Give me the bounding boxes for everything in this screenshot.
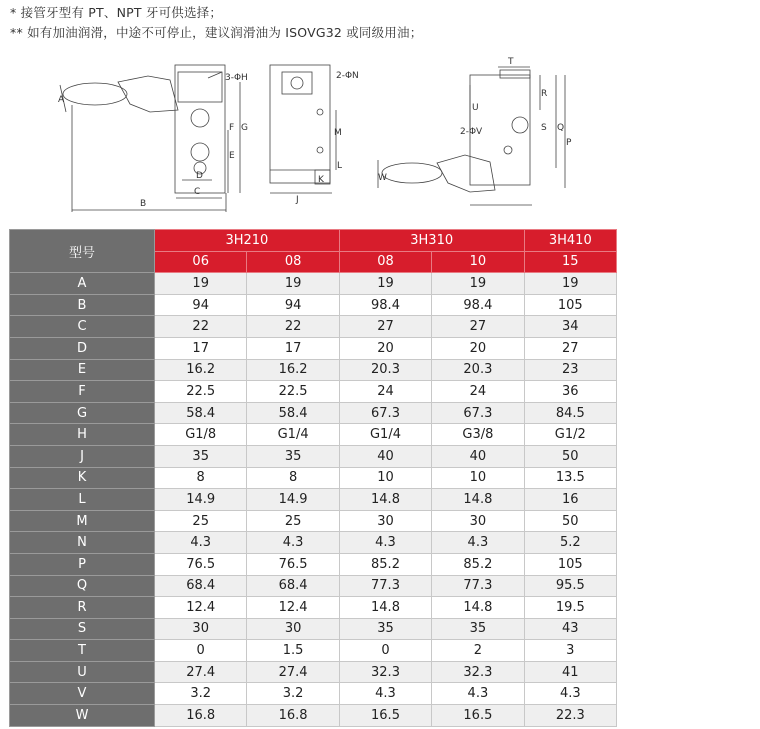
table-row xyxy=(10,359,617,381)
row-label: V xyxy=(10,683,155,705)
table-row xyxy=(10,337,617,359)
table-row xyxy=(10,510,617,532)
table-cell: 94 xyxy=(247,294,339,316)
table-cell: 3 xyxy=(524,640,616,662)
table-cell: 58.4 xyxy=(247,402,339,424)
table-row xyxy=(10,445,617,467)
dimension-drawing xyxy=(0,50,760,215)
dim-label-m: M xyxy=(334,128,342,138)
table-cell: 20.3 xyxy=(339,359,431,381)
table-cell: 25 xyxy=(155,510,247,532)
table-cell: 36 xyxy=(524,381,616,403)
table-cell: 98.4 xyxy=(432,294,524,316)
table-cell: 4.3 xyxy=(432,683,524,705)
row-label: F xyxy=(10,381,155,403)
table-cell: G1/2 xyxy=(524,424,616,446)
table-cell: 13.5 xyxy=(524,467,616,489)
table-cell: 20 xyxy=(339,337,431,359)
table-cell: 19 xyxy=(339,273,431,295)
table-cell: 105 xyxy=(524,553,616,575)
table-cell: 19.5 xyxy=(524,597,616,619)
table-cell: 3.2 xyxy=(155,683,247,705)
table-cell: 4.3 xyxy=(339,532,431,554)
table-cell: 4.3 xyxy=(524,683,616,705)
table-cell: 94 xyxy=(155,294,247,316)
table-cell: 17 xyxy=(247,337,339,359)
table-cell: 4.3 xyxy=(247,532,339,554)
table-cell: 85.2 xyxy=(339,553,431,575)
table-cell: 27 xyxy=(524,337,616,359)
table-cell: 3.2 xyxy=(247,683,339,705)
table-cell: 68.4 xyxy=(155,575,247,597)
spec-table xyxy=(9,229,617,727)
table-cell: 14.8 xyxy=(339,489,431,511)
table-cell: 105 xyxy=(524,294,616,316)
table-cell: 16 xyxy=(524,489,616,511)
dim-label-2-n: 2-ΦN xyxy=(336,71,359,81)
table-cell: G1/8 xyxy=(155,424,247,446)
size-header: 08 xyxy=(247,251,339,273)
table-cell: 76.5 xyxy=(247,553,339,575)
table-cell: 1.5 xyxy=(247,640,339,662)
table-cell: 30 xyxy=(432,510,524,532)
table-cell: 10 xyxy=(339,467,431,489)
table-cell: 41 xyxy=(524,661,616,683)
row-label: K xyxy=(10,467,155,489)
table-cell: 16.8 xyxy=(155,705,247,727)
table-cell: 19 xyxy=(247,273,339,295)
table-cell: 22.5 xyxy=(155,381,247,403)
table-cell: 16.8 xyxy=(247,705,339,727)
row-label: H xyxy=(10,424,155,446)
size-header: 15 xyxy=(524,251,616,273)
note-thread-types: * 接管牙型有 PT、NPT 牙可供选择； xyxy=(10,5,223,20)
table-cell: G3/8 xyxy=(432,424,524,446)
table-cell: 17 xyxy=(155,337,247,359)
table-cell: 25 xyxy=(247,510,339,532)
table-row xyxy=(10,273,617,295)
model-header: 型号 xyxy=(10,230,155,273)
dim-label-3-h: 3-ΦH xyxy=(225,73,248,83)
table-cell: 4.3 xyxy=(432,532,524,554)
dim-label-a: A xyxy=(58,95,65,105)
table-cell: G1/4 xyxy=(339,424,431,446)
table-cell: 85.2 xyxy=(432,553,524,575)
table-cell: 19 xyxy=(432,273,524,295)
table-cell: 8 xyxy=(247,467,339,489)
table-cell: 50 xyxy=(524,445,616,467)
table-cell: 67.3 xyxy=(432,402,524,424)
table-cell: 22 xyxy=(155,316,247,338)
table-cell: 12.4 xyxy=(155,597,247,619)
table-cell: 23 xyxy=(524,359,616,381)
table-cell: 2 xyxy=(432,640,524,662)
table-cell: 50 xyxy=(524,510,616,532)
model-3h310: 3H310 xyxy=(339,230,524,252)
table-cell: 30 xyxy=(339,510,431,532)
table-cell: 24 xyxy=(432,381,524,403)
valve-dimension-diagram xyxy=(0,50,760,215)
row-label: D xyxy=(10,337,155,359)
table-cell: 84.5 xyxy=(524,402,616,424)
table-cell: 27.4 xyxy=(247,661,339,683)
table-cell: 20.3 xyxy=(432,359,524,381)
row-label: G xyxy=(10,402,155,424)
row-label: C xyxy=(10,316,155,338)
row-label: U xyxy=(10,661,155,683)
table-cell: 19 xyxy=(524,273,616,295)
table-cell: 4.3 xyxy=(155,532,247,554)
table-cell: 14.9 xyxy=(247,489,339,511)
table-row xyxy=(10,489,617,511)
row-label: L xyxy=(10,489,155,511)
table-cell: 40 xyxy=(339,445,431,467)
dim-label-q: Q xyxy=(557,123,565,133)
table-cell: 12.4 xyxy=(247,597,339,619)
table-cell: 20 xyxy=(432,337,524,359)
table-cell: G1/4 xyxy=(247,424,339,446)
table-cell: 76.5 xyxy=(155,553,247,575)
table-row xyxy=(10,661,617,683)
table-row xyxy=(10,532,617,554)
table-row xyxy=(10,553,617,575)
table-cell: 16.2 xyxy=(155,359,247,381)
row-label: T xyxy=(10,640,155,662)
table-cell: 27 xyxy=(339,316,431,338)
row-label: E xyxy=(10,359,155,381)
table-cell: 8 xyxy=(155,467,247,489)
table-cell: 43 xyxy=(524,618,616,640)
table-row xyxy=(10,294,617,316)
row-label: Q xyxy=(10,575,155,597)
row-label: M xyxy=(10,510,155,532)
table-cell: 35 xyxy=(432,618,524,640)
dim-label-r: R xyxy=(541,89,548,99)
table-cell: 35 xyxy=(339,618,431,640)
table-row xyxy=(10,683,617,705)
dim-label-e: E xyxy=(229,151,235,161)
valve-body-view2 xyxy=(270,65,330,183)
dim-label-p: P xyxy=(566,138,572,148)
table-cell: 30 xyxy=(155,618,247,640)
dim-label-f: F xyxy=(229,123,235,133)
table-cell: 32.3 xyxy=(339,661,431,683)
dim-label-u: U xyxy=(472,103,479,113)
dim-label-t: T xyxy=(508,57,514,67)
row-label: B xyxy=(10,294,155,316)
table-cell: 35 xyxy=(155,445,247,467)
row-label: P xyxy=(10,553,155,575)
lever-handle-view1 xyxy=(63,83,127,105)
table-cell: 34 xyxy=(524,316,616,338)
row-label: N xyxy=(10,532,155,554)
table-row xyxy=(10,402,617,424)
table-row xyxy=(10,467,617,489)
row-label: A xyxy=(10,273,155,295)
lever-handle-view3 xyxy=(382,163,442,183)
dim-label-b: B xyxy=(140,199,147,209)
size-header: 06 xyxy=(155,251,247,273)
table-cell: 10 xyxy=(432,467,524,489)
table-cell: 40 xyxy=(432,445,524,467)
row-label: J xyxy=(10,445,155,467)
table-cell: 77.3 xyxy=(432,575,524,597)
table-cell: 16.2 xyxy=(247,359,339,381)
table-row xyxy=(10,618,617,640)
size-header: 08 xyxy=(339,251,431,273)
table-cell: 14.8 xyxy=(432,489,524,511)
table-cell: 22 xyxy=(247,316,339,338)
dim-label-j: J xyxy=(296,195,299,205)
table-cell: 19 xyxy=(155,273,247,295)
table-cell: 14.8 xyxy=(432,597,524,619)
table-cell: 27 xyxy=(432,316,524,338)
table-cell: 58.4 xyxy=(155,402,247,424)
table-cell: 14.8 xyxy=(339,597,431,619)
dim-label-l: L xyxy=(337,161,343,171)
table-cell: 30 xyxy=(247,618,339,640)
table-cell: 0 xyxy=(155,640,247,662)
row-label: S xyxy=(10,618,155,640)
row-label: R xyxy=(10,597,155,619)
table-row xyxy=(10,316,617,338)
table-cell: 16.5 xyxy=(432,705,524,727)
table-cell: 67.3 xyxy=(339,402,431,424)
row-label: W xyxy=(10,705,155,727)
table-cell: 95.5 xyxy=(524,575,616,597)
dim-label-c: C xyxy=(194,187,201,197)
table-cell: 4.3 xyxy=(339,683,431,705)
dim-label-d: D xyxy=(196,171,203,181)
port-circle-view1 xyxy=(191,109,209,127)
table-row xyxy=(10,640,617,662)
table-cell: 98.4 xyxy=(339,294,431,316)
table-cell: 32.3 xyxy=(432,661,524,683)
table-row xyxy=(10,705,617,727)
table-cell: 24 xyxy=(339,381,431,403)
table-cell: 68.4 xyxy=(247,575,339,597)
dim-label-2-v: 2-ΦV xyxy=(460,127,483,137)
table-cell: 16.5 xyxy=(339,705,431,727)
table-row xyxy=(10,597,617,619)
dim-label-g: G xyxy=(241,123,248,133)
table-cell: 22.5 xyxy=(247,381,339,403)
table-row xyxy=(10,575,617,597)
table-row xyxy=(10,381,617,403)
table-cell: 35 xyxy=(247,445,339,467)
model-3h410: 3H410 xyxy=(524,230,616,252)
note-lubrication: ** 如有加油润滑，中途不可停止，建议润滑油为 ISOVG32 或同级用油； xyxy=(10,25,423,40)
table-cell: 14.9 xyxy=(155,489,247,511)
table-cell: 22.3 xyxy=(524,705,616,727)
table-cell: 27.4 xyxy=(155,661,247,683)
table-cell: 0 xyxy=(339,640,431,662)
table-row xyxy=(10,424,617,446)
dim-label-s: S xyxy=(541,123,547,133)
size-header: 10 xyxy=(432,251,524,273)
dim-label-w: W xyxy=(378,173,387,183)
table-cell: 77.3 xyxy=(339,575,431,597)
dim-label-k: K xyxy=(318,175,324,185)
model-3h210: 3H210 xyxy=(155,230,340,252)
table-cell: 5.2 xyxy=(524,532,616,554)
